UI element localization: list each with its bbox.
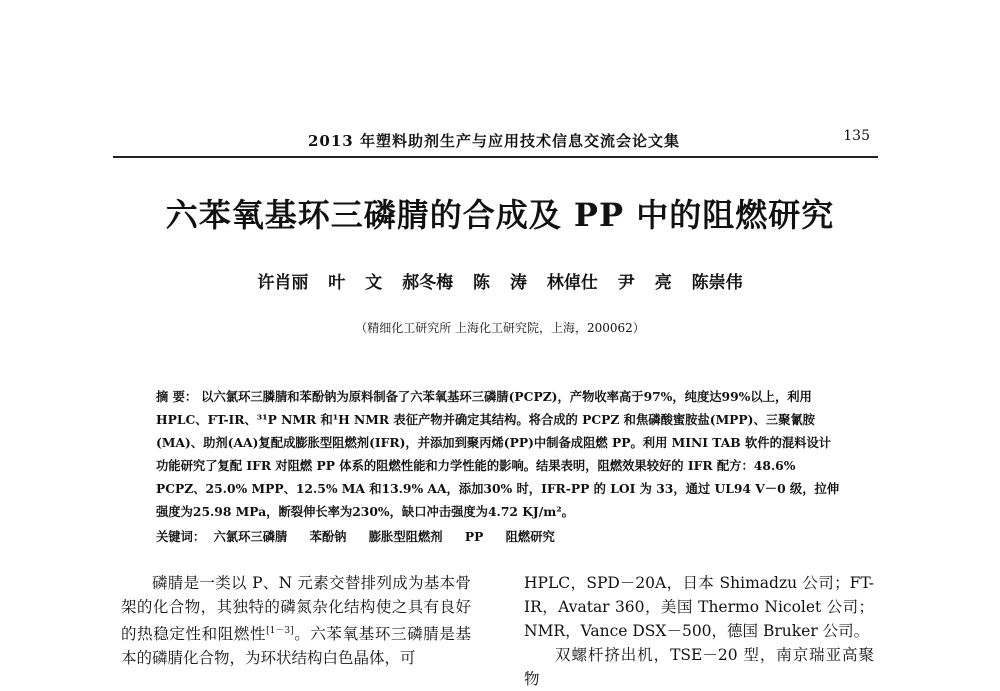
author: 陈崇伟 bbox=[691, 273, 743, 293]
author: 叶 文 bbox=[328, 273, 383, 293]
author: 尹 亮 bbox=[617, 273, 672, 293]
citation: [1－3] bbox=[266, 626, 294, 636]
author: 陈 涛 bbox=[473, 273, 527, 293]
author: 许肖丽 bbox=[257, 273, 309, 293]
keyword: 苯酚钠 bbox=[309, 529, 347, 544]
body-paragraph: 双螺杆挤出机，TSE－20 型，南京瑞亚高聚物 bbox=[524, 646, 874, 688]
keyword: 膨胀型阻燃剂 bbox=[368, 529, 443, 544]
keywords-label: 关键词： bbox=[156, 529, 206, 544]
body-text: 。六苯氧基环三磷腈是基本的磷腈化合物，为环状结构白色晶体，可 bbox=[121, 625, 471, 668]
abstract-text: 以六氯环三膦腈和苯酚钠为原料制备了六苯氧基环三磷腈(PCPZ)，产物收率高于97%，纯度达99%以上，利用 HPLC、FT-IR、³¹P NMR 和¹H NMR 表征产物并确定其结构。将合成的 PCPZ 和焦磷酸蜜胺盐(MPP)、三聚氰胺(MA)、助剂(AA)复配成膨胀型阻燃剂(IFR)，并添加到聚丙烯(PP)中制备成阻燃 PP。利用 MINI TAB 软件的混料设计功能研究了复配 IFR 对阻燃 PP 体系的阻燃性能和力学性能的影响。结果表明，阻燃效果较好的 IFR 配方：48.6% PCPZ、25.0% MPP、12.5% MA 和13.9% AA，添加30% 时，IFR-PP 的 LOI 为 33，通过 UL94 V－0 级，拉伸强度为25.98 MPa，断裂伸长率为230%，缺口冲击强度为4.72 KJ/m²。 bbox=[156, 389, 840, 519]
keywords bbox=[156, 527, 842, 545]
article-title: 六苯氧基环三磷腈的合成及 PP 中的阻燃研究 bbox=[165, 196, 835, 234]
keyword: PP bbox=[464, 529, 484, 544]
author-list bbox=[0, 268, 1000, 293]
author: 郝冬梅 bbox=[402, 273, 454, 293]
keyword: 阻燃研究 bbox=[505, 529, 555, 544]
body-text: 磷腈是一类以 P、N 元素交替排列成为基本骨架的化合物，其独特的磷氮杂化结构使之具有良好的热稳定性和阻燃性 bbox=[121, 574, 471, 644]
affiliation: （精细化工研究所 上海化工研究院，上海，200062） bbox=[355, 321, 645, 335]
body-left-column bbox=[121, 571, 471, 670]
running-header bbox=[113, 116, 878, 158]
abstract-label: 摘 要： bbox=[156, 389, 198, 404]
keyword: 六氯环三磷腈 bbox=[213, 529, 288, 544]
abstract bbox=[156, 385, 842, 523]
author: 林倬仕 bbox=[546, 273, 598, 293]
body-paragraph: HPLC，SPD－20A，日本 Shimadzu 公司；FT-IR，Avatar 360，美国 Thermo Nicolet 公司；NMR，Vance DSX－500，德国 Bruker 公司。 bbox=[524, 574, 874, 640]
body-right-column bbox=[524, 571, 874, 691]
proceedings-title: 2013 年塑料助剂生产与应用技术信息交流会论文集 bbox=[308, 132, 680, 150]
page-number: 135 bbox=[843, 128, 870, 144]
